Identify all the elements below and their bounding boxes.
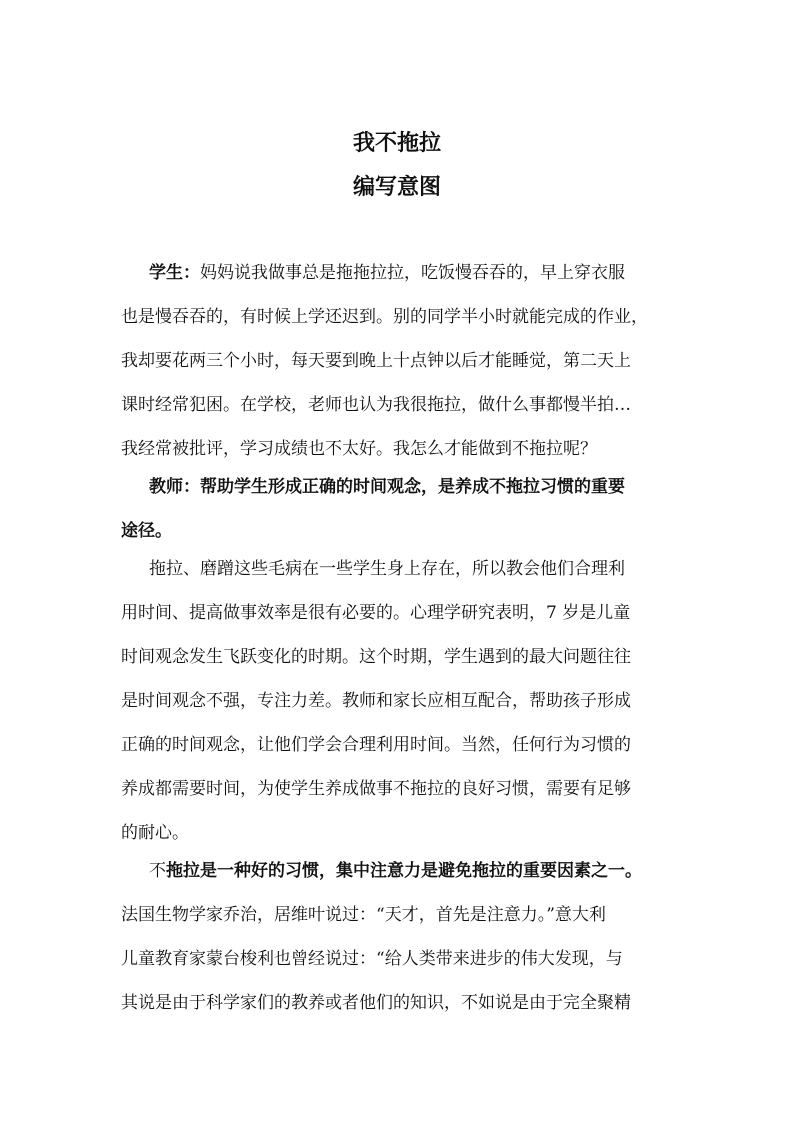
text-segment: 时间观念发生飞跃变化的时期。这个时期，学生遇到的最大问题往往 (121, 647, 631, 667)
text-line (149, 557, 625, 581)
text-line (121, 903, 606, 927)
text-segment: 儿童教育家蒙台梭利也曾经说过：“给人类带来进步的伟大发现，与 (121, 949, 623, 969)
text-line (121, 349, 631, 373)
text-line (149, 859, 642, 883)
bold-text: 教师：帮助学生形成正确的时间观念，是养成不拖拉习惯的重要 (149, 477, 625, 497)
text-line (121, 991, 631, 1015)
text-segment: 课时经常犯困。在学校，老师也认为我很拖拉，做什么事都慢半拍… (121, 395, 631, 415)
text-line (121, 733, 631, 757)
text-line (121, 393, 631, 417)
text-segment: 我经常被批评，学习成绩也不太好。我怎么才能做到不拖拉呢？ (121, 439, 597, 459)
text-line (121, 305, 648, 329)
text-segment: 我却要花两三个小时，每天要到晚上十点钟以后才能睡觉，第二天上 (121, 351, 631, 371)
bold-text: 拖拉是一种好的习惯，集中注意力是避免拖拉的重要因素之一。 (166, 861, 642, 881)
text-line (121, 689, 631, 713)
bold-text: 途径。 (121, 521, 172, 541)
text-segment: 用时间、提高做事效率是很有必要的。心理学研究表明，7 岁是儿童 (121, 603, 631, 623)
text-line (149, 475, 625, 499)
text-line (121, 947, 623, 971)
text-segment: 拖拉、磨蹭这些毛病在一些学生身上存在，所以教会他们合理利 (149, 559, 625, 579)
text-line (121, 437, 597, 461)
text-segment: 养成都需要时间，为使学生养成做事不拖拉的良好习惯，需要有足够 (121, 779, 631, 799)
text-segment: 是时间观念不强，专注力差。教师和家长应相互配合，帮助孩子形成 (121, 691, 631, 711)
text-line (121, 777, 631, 801)
text-segment: 妈妈说我做事总是拖拖拉拉，吃饭慢吞吞的，早上穿衣服 (200, 263, 625, 283)
text-line (121, 601, 630, 625)
document-title: 我不拖拉 (352, 130, 441, 156)
text-segment: 法国生物学家乔治，居维叶说过：“天才，首先是注意力。”意大利 (121, 905, 606, 925)
text-line (121, 821, 189, 845)
text-line (121, 645, 631, 669)
text-line (149, 261, 625, 285)
text-segment: 不 (149, 861, 166, 881)
text-line (121, 519, 172, 543)
text-segment: 正确的时间观念，让他们学会合理利用时间。当然，任何行为习惯的 (121, 735, 631, 755)
text-segment: 的耐心。 (121, 823, 189, 843)
document-subtitle: 编写意图 (352, 174, 441, 200)
text-segment: 其说是由于科学家们的教养或者他们的知识，不如说是由于完全聚精 (121, 993, 631, 1013)
text-segment: 也是慢吞吞的，有时候上学还迟到。别的同学半小时就能完成的作业， (121, 307, 648, 327)
bold-text: 学生： (149, 263, 200, 283)
